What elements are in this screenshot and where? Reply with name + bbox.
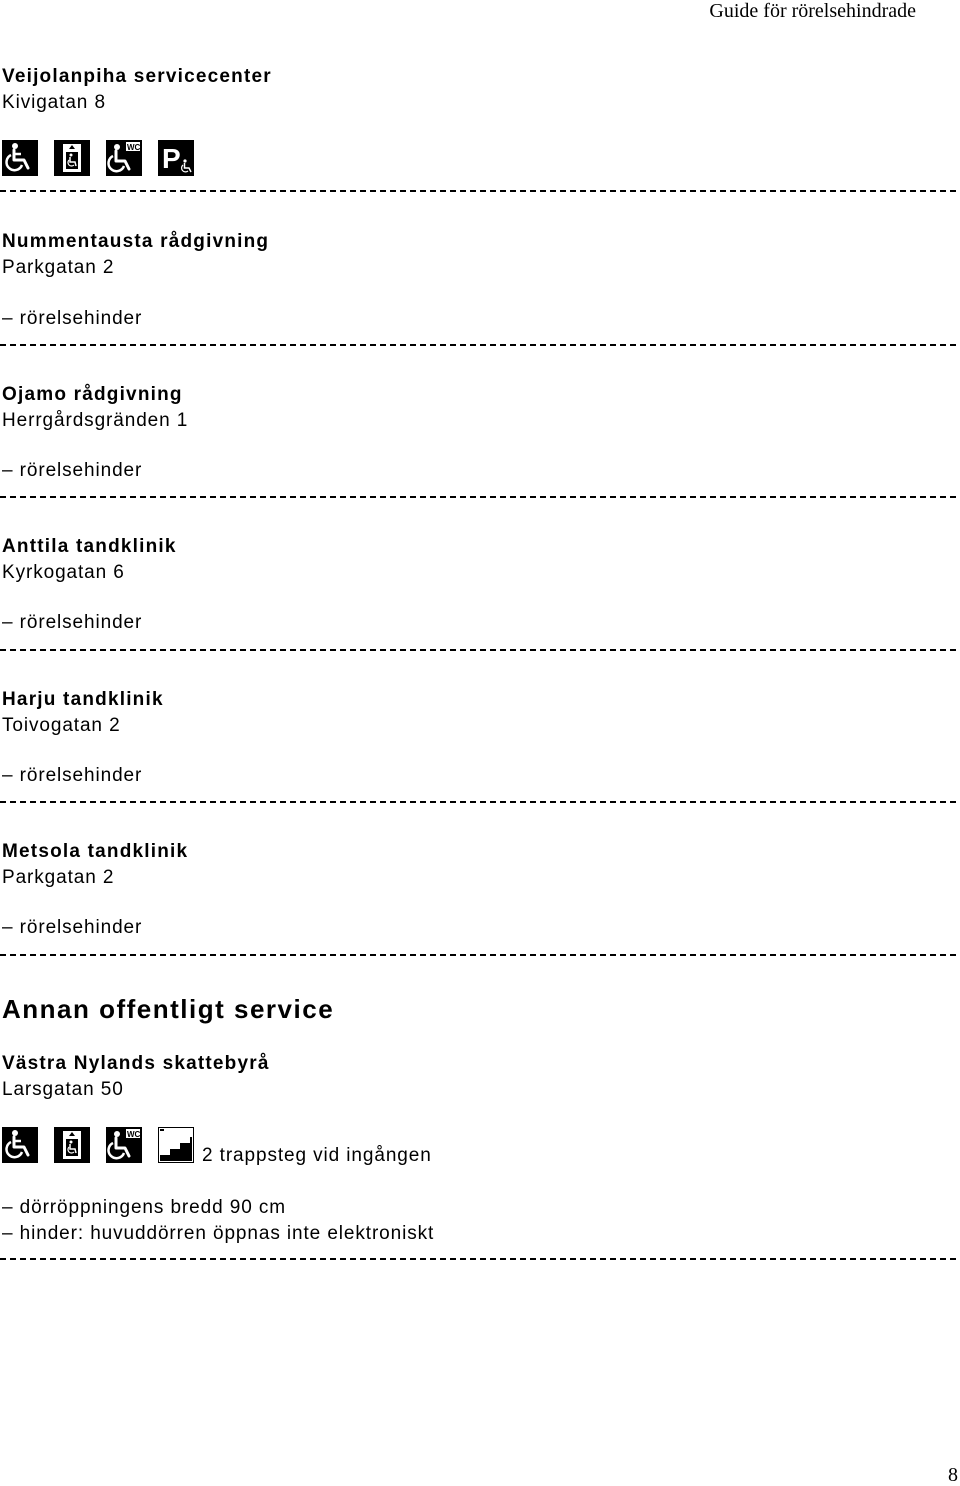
- running-header: Guide för rörelsehindrade: [709, 0, 916, 22]
- listing-address: Kivigatan 8: [2, 92, 106, 113]
- accessibility-icons: [2, 140, 210, 176]
- dashed-separator: [0, 344, 956, 346]
- accessible-parking-icon: [158, 140, 194, 176]
- elevator-icon: [54, 1127, 90, 1163]
- note-text: – rörelsehinder: [2, 612, 143, 633]
- listing-address: Toivogatan 2: [2, 715, 121, 736]
- dashed-separator: [0, 954, 956, 956]
- stairs-icon: [158, 1127, 194, 1163]
- note-text: – hinder: huvuddörren öppnas inte elektroniskt: [2, 1223, 435, 1244]
- listing-address: Kyrkogatan 6: [2, 562, 125, 583]
- accessible-wc-icon: [106, 1127, 142, 1163]
- listing-entry: [2, 1051, 958, 1103]
- accessible-wc-icon: [106, 140, 142, 176]
- note-text: – rörelsehinder: [2, 460, 143, 481]
- listing-name: Harju tandklinik: [2, 689, 164, 710]
- listing-address: Parkgatan 2: [2, 867, 115, 888]
- listing-name: Anttila tandklinik: [2, 536, 177, 557]
- dashed-separator: [0, 190, 956, 192]
- dashed-separator: [0, 649, 956, 651]
- stairs-note: 2 trappsteg vid ingången: [202, 1145, 432, 1166]
- wheelchair-icon: [2, 140, 38, 176]
- listing-name: Västra Nylands skattebyrå: [2, 1053, 270, 1074]
- listing-name: Ojamo rådgivning: [2, 384, 183, 405]
- note-text: – rörelsehinder: [2, 917, 143, 938]
- note-text: – dörröppningens bredd 90 cm: [2, 1197, 286, 1218]
- listing-note: [2, 306, 958, 332]
- listing-entry: [2, 534, 958, 586]
- listing-entry: [2, 64, 958, 116]
- note-text: – rörelsehinder: [2, 765, 143, 786]
- note-text: – rörelsehinder: [2, 308, 143, 329]
- listing-note: [2, 610, 958, 636]
- wheelchair-icon: [2, 1127, 38, 1163]
- listing-entry: [2, 229, 958, 281]
- listing-address: Parkgatan 2: [2, 257, 115, 278]
- dashed-separator: [0, 496, 956, 498]
- listing-notes: [2, 1195, 958, 1247]
- accessibility-icons: [2, 1127, 432, 1167]
- dashed-separator: [0, 801, 956, 803]
- listing-address: Larsgatan 50: [2, 1079, 124, 1100]
- listing-entry: [2, 687, 958, 739]
- listing-note: [2, 763, 958, 789]
- listing-name: Metsola tandklinik: [2, 841, 189, 862]
- listing-note: [2, 458, 958, 484]
- elevator-icon: [54, 140, 90, 176]
- listing-address: Herrgårdsgränden 1: [2, 410, 189, 431]
- listing-entry: [2, 382, 958, 434]
- listing-entry: [2, 839, 958, 891]
- listing-name: Nummentausta rådgivning: [2, 231, 270, 252]
- listing-name: Veijolanpiha servicecenter: [2, 66, 272, 87]
- section-heading: Annan offentligt service: [2, 994, 335, 1024]
- page-number: 8: [948, 1464, 958, 1486]
- dashed-separator: [0, 1258, 956, 1260]
- listing-note: [2, 915, 958, 941]
